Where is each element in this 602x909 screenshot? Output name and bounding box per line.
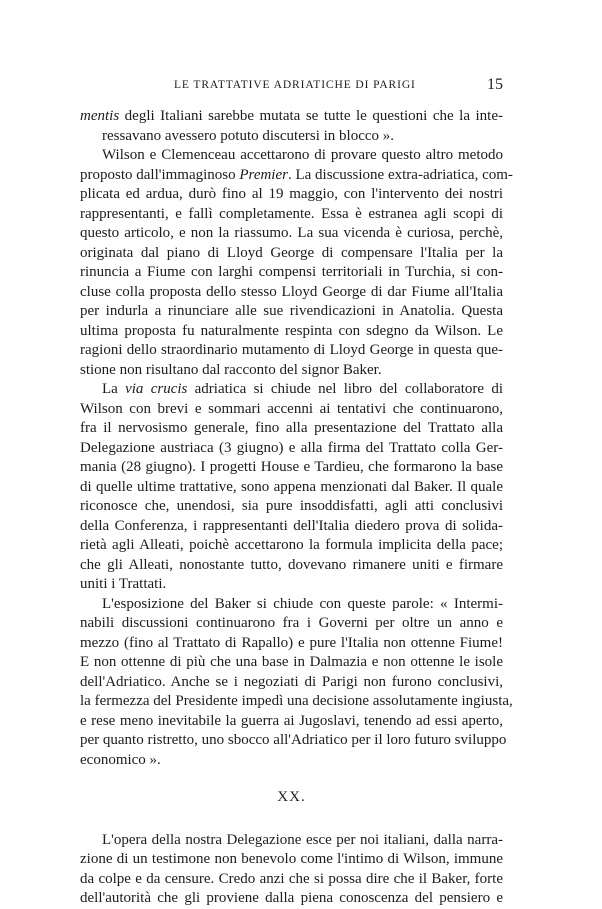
text-line: E non ottenne di più che una base in Dalmazia e non ottenne le isole (80, 654, 503, 670)
text-line: originata dal piano di Lloyd George di compensare l'Italia per la (80, 244, 503, 261)
running-title: LE TRATTATIVE ADRIATICHE DI PARIGI (174, 79, 416, 91)
text-line: mezzo (fino al Trattato di Rapallo) e pure l'Italia non ottenne Fiume! (80, 634, 503, 651)
text-line: L'opera della nostra Delegazione esce per noi italiani, dalla narra- (102, 831, 503, 848)
text-line: questo articolo, e non la riassumo. La sua vicenda è curiosa, perchè, (80, 225, 503, 241)
text-line: dell'Adriatico. Anche se i negoziati di Parigi non furono conclusivi, (80, 673, 503, 690)
text-line: per quanto ristretto, uno sbocco all'Adriatico per il loro futuro sviluppo (80, 732, 507, 748)
text-line: L'esposizione del Baker si chiude con queste parole: « Intermi- (102, 595, 503, 612)
section-heading: XX. (277, 789, 306, 805)
text-line: Delegazione austriaca (3 giugno) e alla firma del Trattato colla Ger- (80, 439, 503, 456)
paragraph (80, 107, 503, 146)
text-line: dell'autorità che gli proviene dalla piena conoscenza del pensiero e (80, 890, 503, 906)
text-line: mania (28 giugno). I progetti House e Tardieu, che formarono la base (80, 459, 503, 475)
text-line: rappresentanti, e fallì completamente. Essa è estranea agli scopi di (80, 205, 503, 222)
text-line: fra il nervosismo generale, fino alla presentazione del Trattato alla (80, 420, 503, 436)
text-line: economico ». (80, 751, 161, 768)
text-line: e rese meno inevitabile la guerra ai Jugoslavi, tenendo ad essi aperto, (80, 712, 503, 729)
text-line: zione di un testimone non benevolo come l'intimo di Wilson, immune (80, 851, 503, 867)
text-line: stione non risultano dal racconto del signor Baker. (80, 361, 382, 378)
text-line: della Conferenza, i rappresentanti dell'Italia diedero prova di solida- (80, 517, 503, 534)
text-line: da colpe e da censure. Credo anzi che si possa dire che il Baker, forte (80, 870, 503, 887)
body-text (80, 107, 513, 909)
text-line: di quelle ultime trattative, sono appena menzionati dal Baker. Il quale (80, 478, 503, 495)
text-line: cluse colla proposta dello stesso Lloyd George di dar Fiume all'Italia (80, 283, 503, 300)
paragraph (80, 380, 503, 595)
text-line: rietà agli Alleati, poichè accettarono la formula implicita della pace; (80, 537, 503, 553)
text-line: uniti i Trattati. (80, 576, 167, 592)
paragraph (80, 595, 513, 771)
text-line: Wilson e Clemenceau accettarono di provare questo altro metodo (102, 147, 503, 163)
page-number: 15 (487, 76, 503, 93)
text-line: proposto dall'immaginoso Premier. La discussione extra-adriatica, com- (80, 166, 513, 183)
text-line: Wilson con brevi e sommari accenni ai tentativi che continuarono, (80, 400, 503, 417)
text-line: ultima proposta fu naturalmente respinta con sdegno da Wilson. Le (80, 322, 503, 339)
text-line: La via crucis adriatica si chiude nel libro del collaboratore di (102, 381, 504, 397)
page-header (80, 76, 503, 99)
text-line: riconosce che, unendosi, sia pure insoddisfatti, agli atti conclusivi (80, 498, 503, 514)
text-line: rinuncia a Fiume con larghi compensi territoriali in Turchia, si con- (80, 264, 503, 280)
text-line: nabili discussioni continuarono fra i Governi per oltre un anno e (80, 615, 503, 631)
paragraph (80, 146, 513, 380)
text-line: per indurla a rinunciare alle sue rivendicazioni in Anatolia. Questa (80, 303, 503, 319)
text-line: che gli Alleati, nonostante tutto, dovevano rimanere uniti e firmare (80, 556, 503, 573)
text-line: ressavano avessero potuto discutersi in blocco ». (102, 127, 395, 144)
text-line: ragioni dello straordinario mutamento di Lloyd George in questa que- (80, 342, 503, 358)
text-line: plicata ed ardua, durò fino al 19 maggio, con l'intervento dei nostri (80, 186, 503, 202)
text-line: la fermezza del Presidente impedì una decisione assolutamente ingiusta, (80, 693, 513, 709)
paragraph (80, 831, 503, 909)
text-line: mentis degli Italiani sarebbe mutata se tutte le questioni che la inte- (80, 108, 503, 124)
